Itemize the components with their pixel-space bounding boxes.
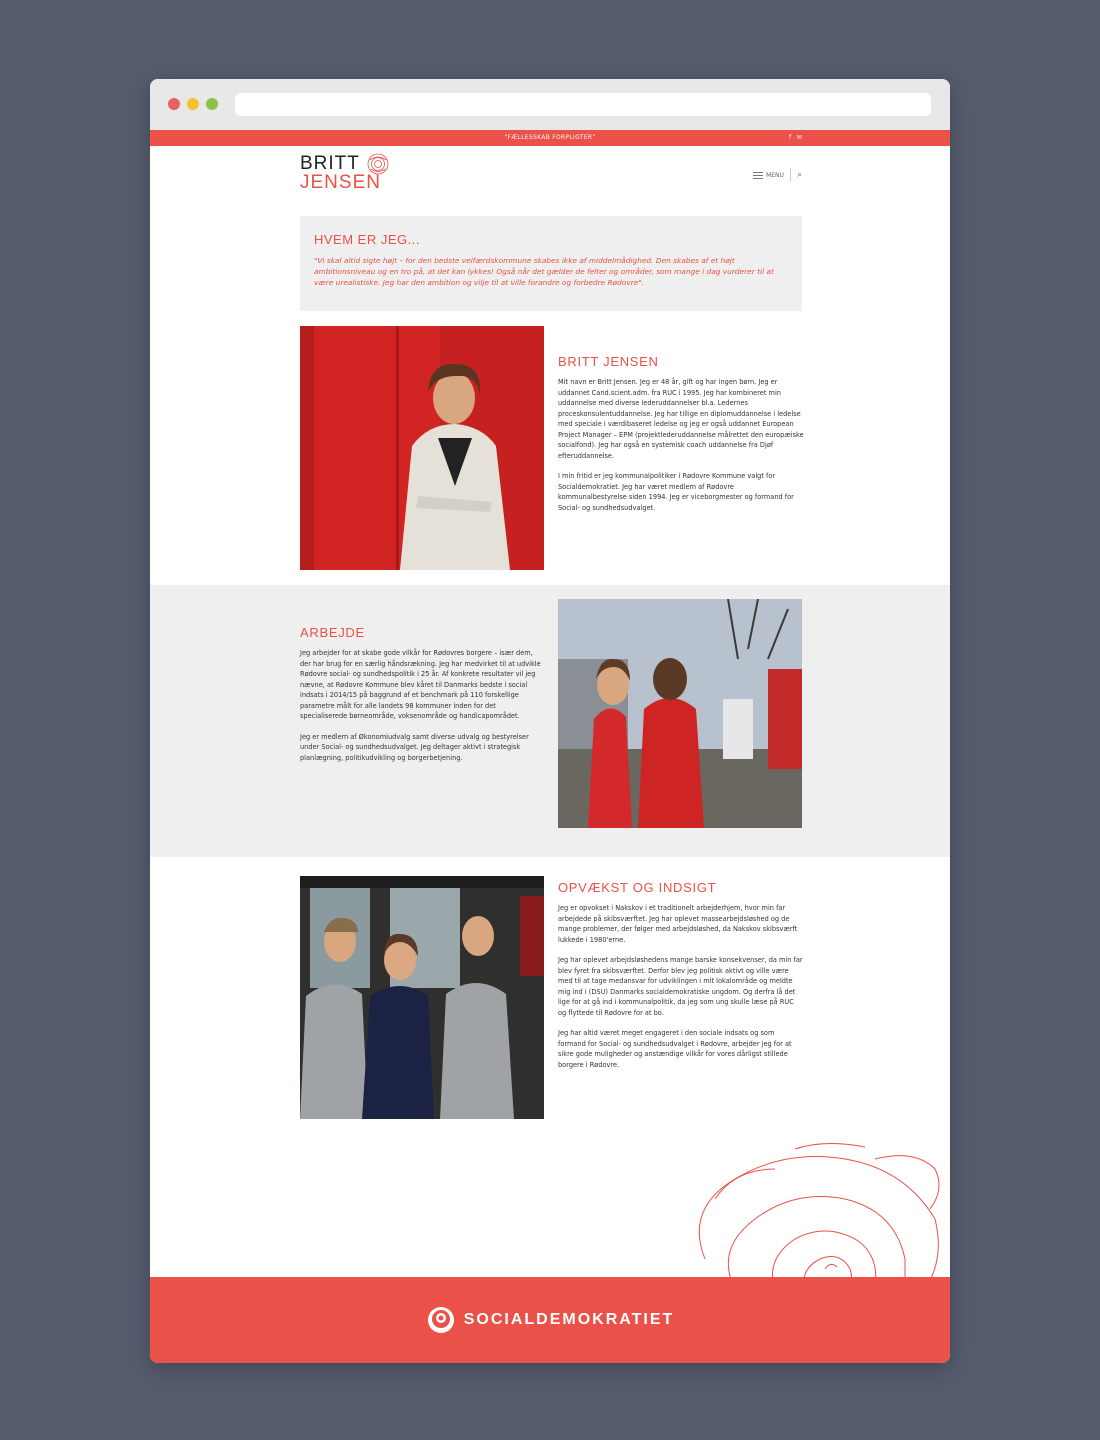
- logo-line-2: JENSEN: [300, 172, 381, 193]
- work-section: [300, 625, 544, 773]
- facebook-icon[interactable]: f: [789, 134, 792, 141]
- intro-box: [300, 216, 802, 311]
- growth-paragraph-1: Jeg er opvokset i Nakskov i et traditionelt arbejderhjem, hvor min far arbejdede på skibsværftet. Jeg har oplevet massearbejdsløshed og de mange problemer, der følger med arbejdsløshed, da Nakskov skibsværft lukkede i 1980'erne.: [558, 904, 798, 944]
- work-band: [150, 585, 950, 857]
- growth-paragraph-2: Jeg har oplevet arbejdsløshedens mange barske konsekvenser, da min far blev fyret fra skibsværftet. Derfor blev jeg politisk aktivt og ville være med til at tage medansvar for udviklingen i mit lokalområde og meldte mig ind i (DSU) Danmarks socialdemokratiske ungdom. Og derfra lå det lige for at gå ind i kommunalpolitik, da jeg som ung skulle læse på RUC og flyttede til Rødovre for at bo.: [558, 956, 803, 1017]
- main-nav: [753, 168, 802, 182]
- top-bar: [150, 130, 950, 146]
- hamburger-icon[interactable]: [753, 172, 763, 179]
- search-icon[interactable]: ⌕: [796, 170, 802, 180]
- growth-section: [558, 880, 804, 1080]
- close-dot[interactable]: [168, 98, 180, 110]
- minimize-dot[interactable]: [187, 98, 199, 110]
- work-paragraph-1: Jeg arbejder for at skabe gode vilkår for Rødovres borgere – især dem, der har brug for en særlig håndsrækning. Jeg har medvirket til at udvikle Rødovre social- og sundhedspolitik i 25 år. Af konkrete resultater vil jeg nævne, at Rødovre Kommune blev kåret til Danmarks bedste i social indsats i 2014/15 på baggrund af et benchmark på 110 forskellige parametre målt for alle landets 98 kommuner inden for det specialiserede børneområde, voksenområde og handicapområdet.: [300, 649, 541, 720]
- intro-quote: "Vi skal altid sigte højt – for den bedste velfærdskommune skabes ikke af middelmådighed. Den skabes af et højt ambitionsniveau og en tro på, at det kan lykkes! Også når det gælder de felter og områder, som mange i dag vurderer til at være urealistiske. Jeg har den ambition og vilje til at ville forandre og forbedre Rødovre".: [314, 256, 774, 287]
- growth-paragraph-3: Jeg har altid været meget engageret i den sociale indsats og som formand for Social- og sundhedsudvalget i Rødovre, arbejder jeg for at sikre gode muligheder og anstændige vilkår for vores dårligst stillede borgere i Rødovre.: [558, 1029, 792, 1069]
- growth-title: OPVÆKST OG INDSIGT: [558, 880, 717, 895]
- nav-divider: [790, 168, 791, 182]
- menu-button[interactable]: MENU: [766, 171, 784, 179]
- browser-window: [150, 79, 950, 1363]
- logo-line-1: BRITT: [300, 153, 360, 174]
- portrait-photo: [300, 326, 544, 570]
- decorative-rose-icon: [675, 1139, 950, 1289]
- browser-chrome: [150, 79, 950, 130]
- work-paragraph-2: Jeg er medlem af Økonomiudvalg samt diverse udvalg og bestyrelser under Social- og sundhedsudvalget. Jeg deltager aktivt i strategisk planlægning, politikudvikling og borgerbetjening.: [300, 732, 529, 762]
- slogan: "FÆLLESSKAB FORPLIGTER": [504, 134, 596, 141]
- group-photo: [300, 876, 544, 1119]
- about-paragraph-1: Mit navn er Britt Jensen. Jeg er 48 år, gift og har ingen børn. Jeg er uddannet Cand.scient.adm. fra RUC i 1995. Jeg har kombineret min uddannelse med diverse lederuddannelser bl.a. Ledernes proceskonsulentuddannelse. Jeg har tillige en diplomuddannelse i ledelse med speciale i værdibaseret ledelse og jeg er også uddannet European Project Manager – EPM (projektlederuddannelse målrettet den europæiske socialfond). Jeg har også en systemisk coach uddannelse fra Djøf efteruddannelse.: [558, 378, 804, 460]
- footer-brand[interactable]: SOCIALDEMOKRATIET: [463, 1311, 675, 1328]
- intro-title: HVEM ER JEG...: [314, 232, 420, 247]
- work-title: ARBEJDE: [300, 625, 365, 640]
- address-bar[interactable]: [235, 93, 931, 116]
- rose-brand-icon[interactable]: [426, 1305, 456, 1335]
- about-paragraph-2: I min fritid er jeg kommunalpolitiker i Rødovre Kommune valgt for Socialdemokratiet. Jeg har været medlem af Rødovre kommunalbestyrelse siden 1994. Jeg er viceborgmester og formand for Social- og sundhedsudvalget.: [558, 472, 794, 512]
- site-footer: [150, 1277, 950, 1363]
- mail-icon[interactable]: ✉: [796, 134, 802, 141]
- about-title: BRITT JENSEN: [558, 354, 659, 369]
- about-section: [558, 354, 804, 523]
- campaign-photo: [558, 599, 802, 828]
- site-logo[interactable]: [300, 154, 381, 192]
- maximize-dot[interactable]: [206, 98, 218, 110]
- rose-logo-icon: [366, 152, 390, 176]
- site-header: [150, 146, 950, 216]
